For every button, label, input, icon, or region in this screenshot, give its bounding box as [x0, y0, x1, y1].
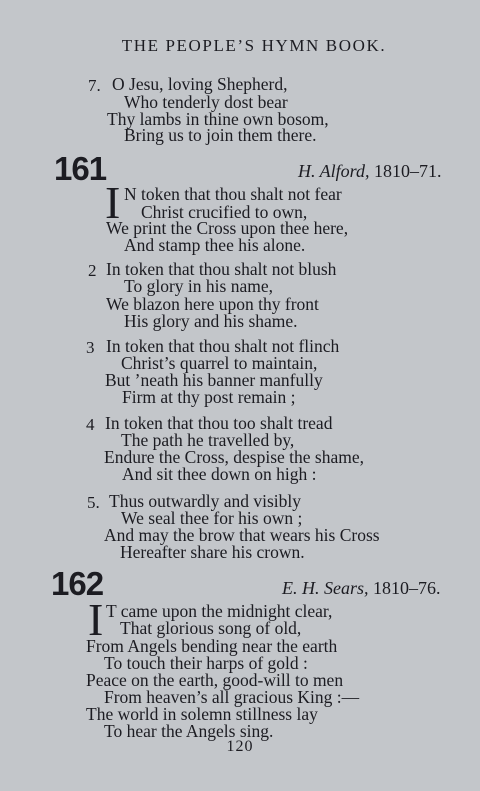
hymn-number: 161: [54, 150, 107, 187]
verse-line: Bring us to join them there.: [124, 125, 317, 145]
verse-line: In token that thou shalt not blush: [106, 259, 337, 279]
verse-line: Peace on the earth, good-will to men: [86, 670, 344, 690]
verse-line: To touch their harps of gold :: [104, 653, 308, 673]
author-years: 1810–76.: [373, 578, 441, 598]
verse-line: Who tenderly dost bear: [124, 92, 288, 112]
verse-line: The world in solemn stillness lay: [86, 704, 318, 724]
verse-line: Endure the Cross, despise the shame,: [104, 447, 365, 467]
verse-line: Thy lambs in thine own bosom,: [107, 109, 329, 129]
verse-line: But ’neath his banner manfully: [105, 370, 323, 390]
verse-number: 5.: [87, 493, 100, 512]
verse-line: Firm at thy post remain ;: [122, 387, 296, 407]
page-number: 120: [226, 738, 254, 755]
verse-line: We seal thee for his own ;: [121, 508, 303, 528]
verse-line: We print the Cross upon thee here,: [106, 218, 349, 238]
verse-number: 4: [86, 415, 95, 434]
verse-line: That glorious song of old,: [120, 618, 302, 638]
verse-line: We blazon here upon thy front: [106, 294, 319, 314]
verse-line: From heaven’s all gracious King :—: [104, 687, 360, 707]
verse-line: The path he travelled by,: [121, 430, 295, 450]
verse-line: Christ crucified to own,: [141, 202, 308, 222]
verse-line: And may the brow that wears his Cross: [104, 525, 380, 545]
author-years: 1810–71.: [374, 161, 442, 181]
verse-number: 3: [86, 338, 95, 357]
drop-capital: I: [88, 594, 104, 645]
verse-line: To hear the Angels sing.: [104, 721, 274, 741]
drop-capital: I: [105, 177, 121, 228]
verse-line: Christ’s quarrel to maintain,: [121, 353, 318, 373]
hymn-author: [298, 161, 442, 182]
verse-line: From Angels bending near the earth: [86, 636, 338, 656]
verse-line: His glory and his shame.: [124, 311, 298, 331]
verse-line: T came upon the midnight clear,: [106, 601, 333, 621]
verse-line: Thus outwardly and visibly: [109, 491, 301, 511]
verse-line: Hereafter share his crown.: [120, 542, 305, 562]
verse-line: N token that thou shalt not fear: [124, 184, 342, 204]
verse-line: To glory in his name,: [124, 276, 273, 296]
hymn-author: [282, 578, 441, 599]
verse-line: In token that thou shalt not flinch: [106, 336, 340, 356]
hymn-number: 162: [51, 565, 104, 602]
author-name: H. Alford,: [298, 161, 370, 181]
verse-line: And stamp thee his alone.: [124, 235, 306, 255]
verse-number: 2: [88, 261, 97, 280]
verse-line: O Jesu, loving Shepherd,: [112, 74, 288, 94]
verse-number: 7.: [88, 76, 101, 95]
author-name: E. H. Sears,: [282, 578, 369, 598]
verse-line: And sit thee down on high :: [122, 464, 317, 484]
running-header: THE PEOPLE’S HYMN BOOK.: [121, 36, 387, 55]
verse-line: In token that thou too shalt tread: [105, 413, 333, 433]
